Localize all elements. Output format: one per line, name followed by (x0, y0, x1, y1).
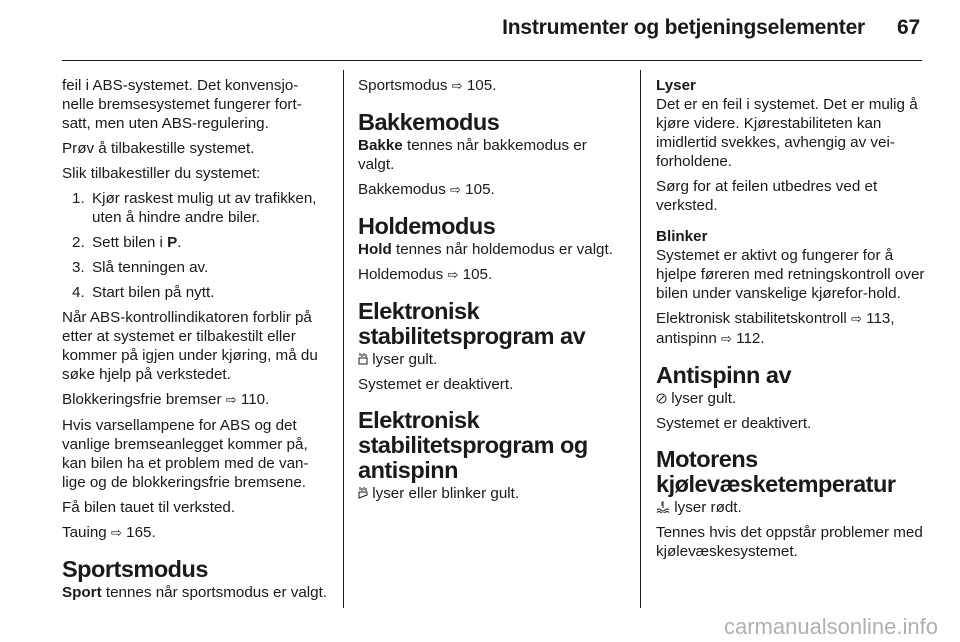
subheading-blinker: Blinker (656, 228, 708, 245)
cross-reference: Blokkeringsfrie bremser ⇨ 110. (62, 391, 270, 408)
cross-reference: Elektronisk stabilitetskontroll ⇨ 113, antispinn ⇨ 112. (656, 310, 895, 347)
traction-off-icon (656, 393, 667, 404)
paragraph: lyser gult. (656, 389, 926, 408)
list-item: 3. Slå tenningen av. (72, 259, 209, 276)
column-right (656, 76, 926, 567)
header-title: Instrumenter og betjeningselementer (502, 16, 866, 39)
paragraph: Sørg for at feilen utbedres ved et verksted. (656, 178, 878, 214)
paragraph: Systemet er deaktivert. (656, 415, 812, 432)
coolant-temperature-icon (656, 500, 670, 513)
watermark: carmanualsonline.info (723, 614, 938, 639)
paragraph: Få bilen tauet til verksted. (62, 499, 236, 516)
reset-steps-list (62, 189, 330, 302)
column-left (62, 76, 330, 608)
section-heading-esp-traction: Elektronisk stabilitetsprogram og antispinn (358, 407, 588, 483)
paragraph: Bakke tennes når bakkemodus er valgt. (358, 137, 587, 173)
paragraph: Hvis varsellampene for ABS og det vanlige bremseanlegget kommer på, kan bilen ha et problem med de van-lige og de blokkeringsfrie bremsene. (62, 417, 309, 491)
paragraph: Sport tennes når sportsmodus er valgt. (62, 584, 328, 601)
paragraph: Når ABS-kontrollindikatoren forblir på etter at systemet er tilbakestilt eller kommer på igjen under kjøring, må du søke hjelp på verkstedet. (62, 309, 318, 383)
page-header (502, 16, 920, 40)
page-number: 67 (897, 16, 920, 39)
page-ref-icon: ⇨ (225, 393, 237, 408)
page-ref-icon: ⇨ (451, 79, 463, 94)
section-heading-sportsmodus: Sportsmodus (62, 556, 208, 582)
section-heading-holdemodus: Holdemodus (358, 213, 496, 239)
section-heading-esp-off: Elektronisk stabilitetsprogram av (358, 298, 586, 349)
paragraph: Prøv å tilbakestille systemet. (62, 140, 255, 157)
list-item: 1. Kjør raskest mulig ut av trafikken, uten å hindre andre biler. (72, 190, 317, 226)
column-divider (640, 70, 641, 608)
page-ref-icon: ⇨ (721, 332, 732, 347)
paragraph: Det er en feil i systemet. Det er mulig å kjøre videre. Kjørestabiliteten kan imidlertid svekkes, avhengig av vei-forholdene. (656, 96, 918, 170)
paragraph: Systemet er aktivt og fungerer for å hjelpe føreren med retningskontroll over bilen under vanskelige kjørefor-hold. (656, 247, 925, 302)
esp-off-icon (358, 352, 368, 365)
subheading-lyser: Lyser (656, 77, 696, 94)
paragraph: Hold tennes når holdemodus er valgt. (358, 241, 613, 258)
paragraph: feil i ABS-systemet. Det konvensjo-nelle bremsesystemet fungerer fort-satt, men uten ABS-regulering. (62, 77, 302, 132)
column-divider (343, 70, 344, 608)
cross-reference: Bakkemodus ⇨ 105. (358, 181, 495, 198)
page-ref-icon: ⇨ (450, 183, 461, 198)
section-heading-antispinn-av: Antispinn av (656, 362, 792, 388)
paragraph: Systemet er deaktivert. (358, 376, 514, 393)
section-heading-kjolevaesketemperatur: Motorens kjølevæsketemperatur (656, 446, 896, 497)
column-middle (358, 76, 626, 509)
paragraph: lyser gult. (358, 350, 626, 369)
paragraph: Tennes hvis det oppstår problemer med kjølevæskesystemet. (656, 524, 923, 560)
page-ref-icon: ⇨ (447, 268, 459, 283)
cross-reference: Holdemodus ⇨ 105. (358, 266, 493, 283)
cross-reference: Tauing ⇨ 165. (62, 524, 156, 541)
list-item: 4. Start bilen på nytt. (72, 284, 215, 301)
paragraph: lyser rødt. (656, 498, 926, 517)
section-heading-bakkemodus: Bakkemodus (358, 109, 500, 135)
page-ref-icon: ⇨ (111, 526, 122, 541)
paragraph: lyser eller blinker gult. (358, 484, 626, 503)
list-item: 2. Sett bilen i P. (72, 234, 182, 251)
page-ref-icon: ⇨ (851, 312, 862, 327)
esp-icon (358, 486, 368, 499)
header-rule (62, 60, 922, 61)
paragraph: Slik tilbakestiller du systemet: (62, 165, 261, 182)
cross-reference: Sportsmodus ⇨ 105. (358, 77, 497, 94)
